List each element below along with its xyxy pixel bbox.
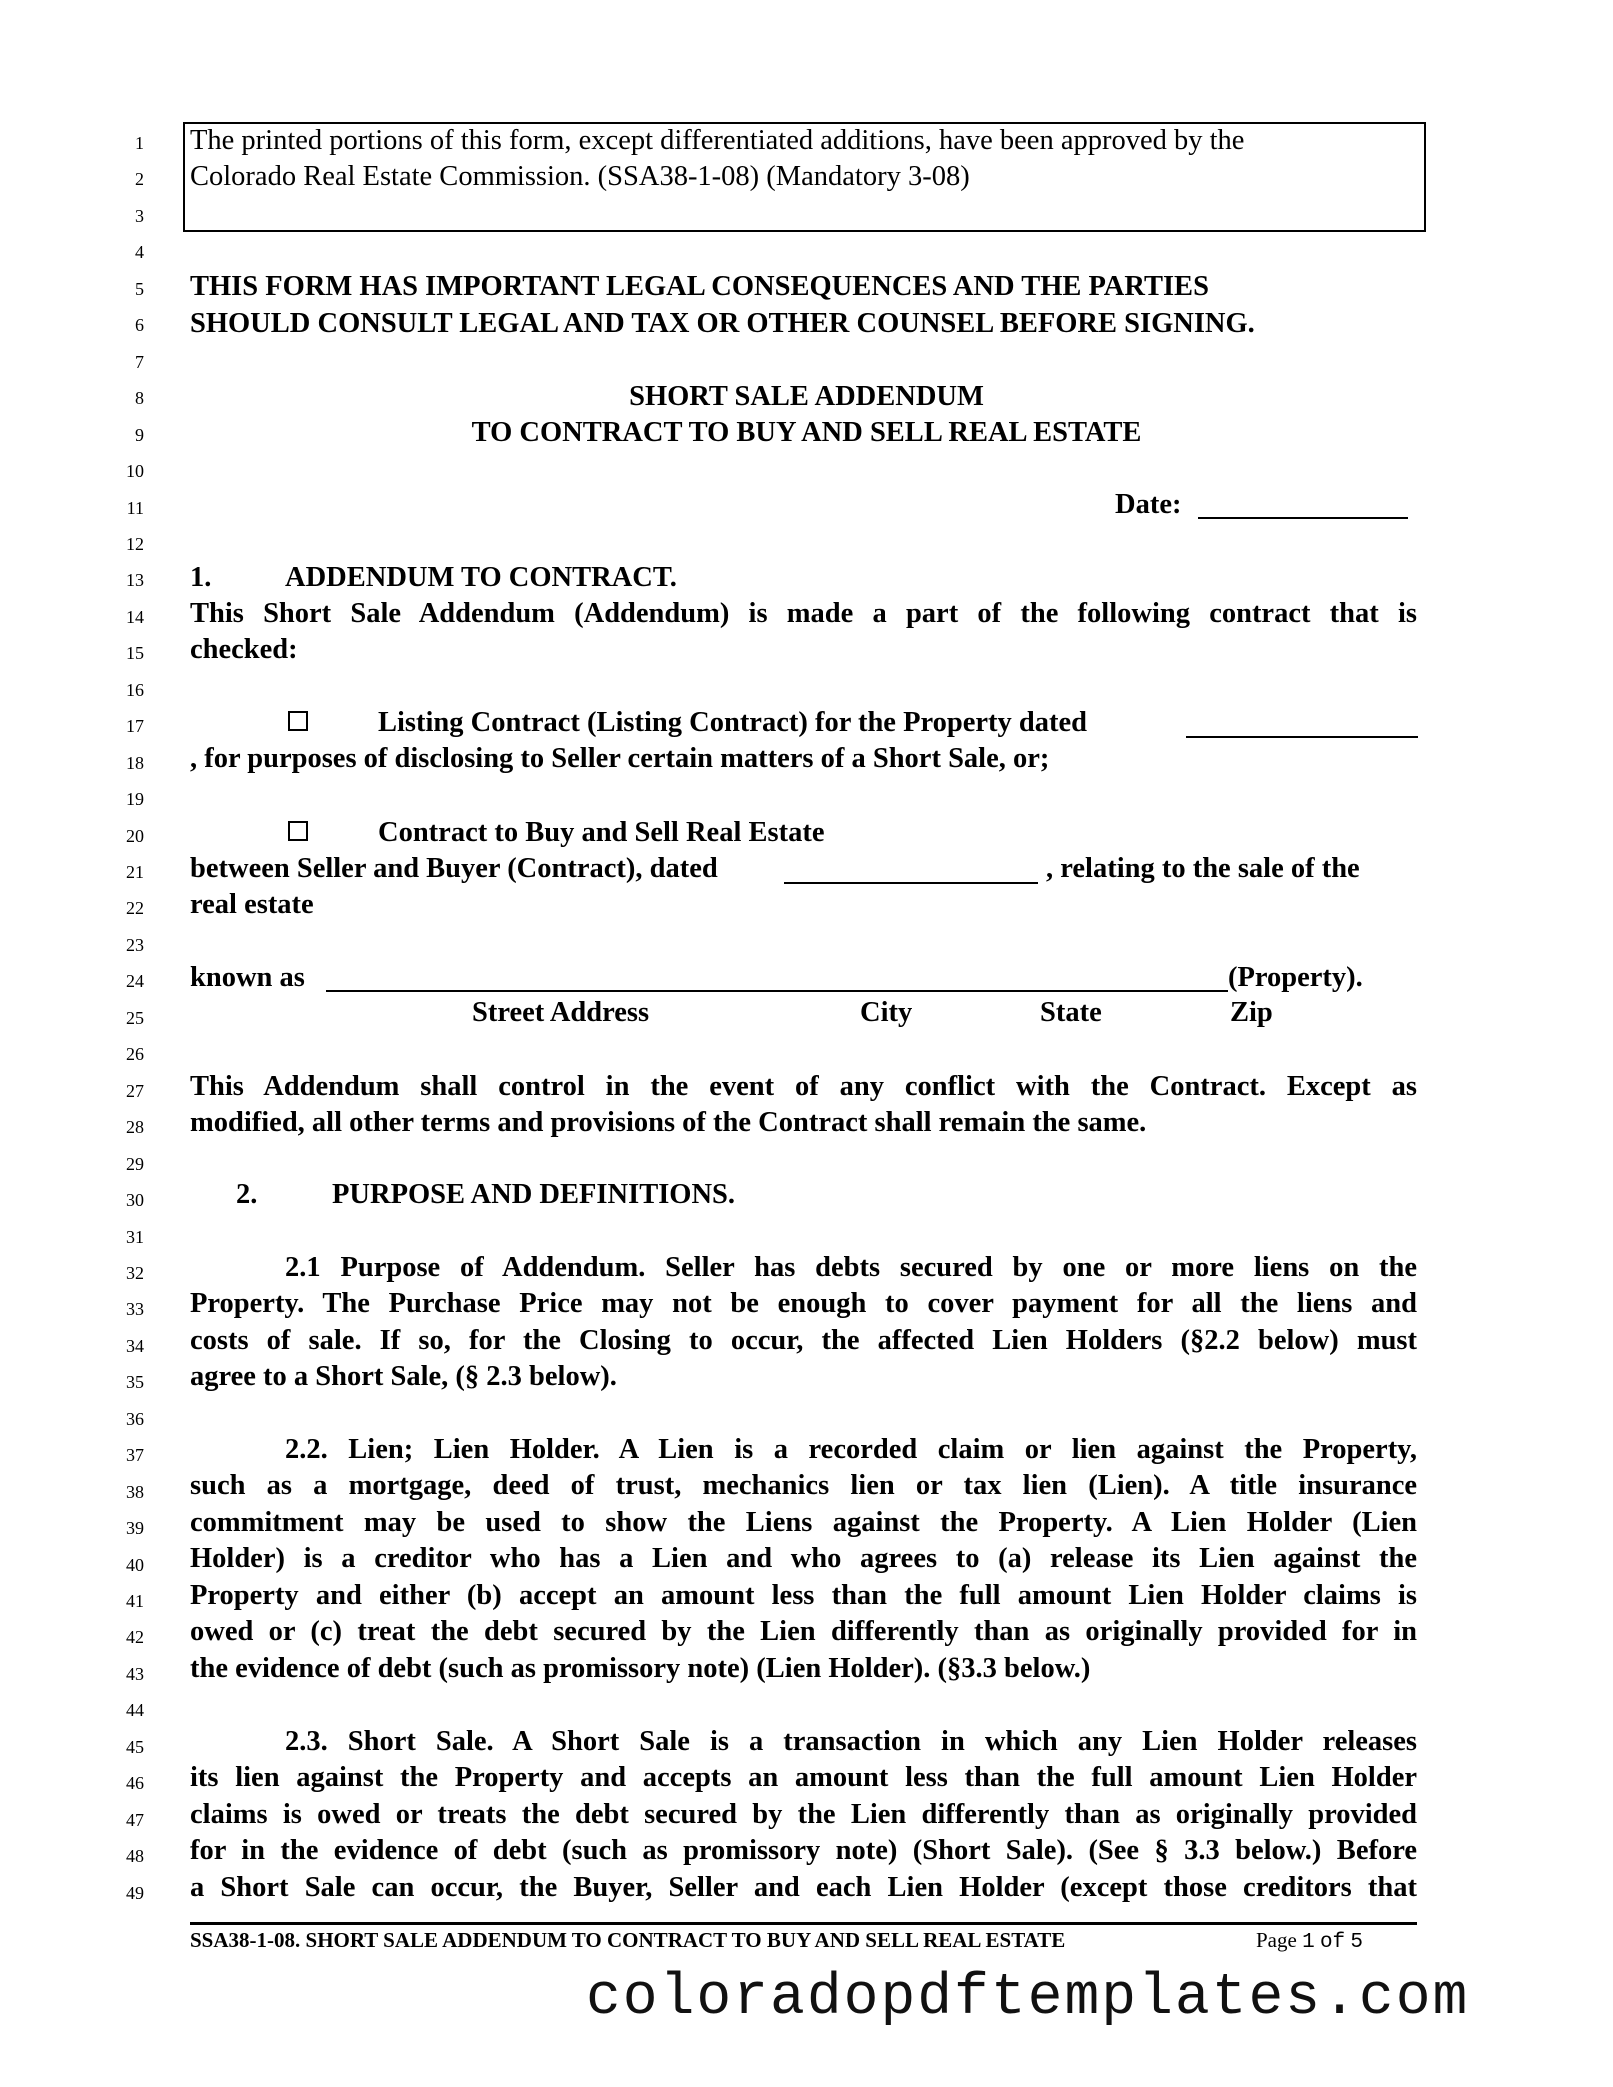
date-label: Date:	[1115, 489, 1182, 520]
contract-real-estate-text: real estate	[190, 889, 314, 920]
listing-contract-continuation: , for purposes of disclosing to Seller certain matters of a Short Sale, or;	[190, 743, 1050, 774]
contract-date-field[interactable]	[784, 882, 1038, 884]
contract-between-text: between Seller and Buyer (Contract), dated	[190, 853, 718, 884]
line-number: 23	[126, 934, 144, 955]
line-number: 40	[126, 1554, 144, 1575]
line-number: 30	[126, 1190, 144, 1211]
line-number: 12	[126, 533, 144, 554]
line-number: 26	[126, 1044, 144, 1065]
line-number: 33	[126, 1299, 144, 1320]
watermark: coloradopdftemplates.com	[586, 1966, 1470, 2031]
title-line-2: TO CONTRACT TO BUY AND SELL REAL ESTATE	[471, 417, 1142, 448]
line-number: 19	[126, 789, 144, 810]
city-caption: City	[860, 997, 913, 1028]
state-caption: State	[1040, 997, 1102, 1028]
paragraph-line: a Short Sale can occur, the Buyer, Seller and each Lien Holder (except those creditors that	[190, 1871, 1417, 1903]
property-label: (Property).	[1228, 962, 1363, 993]
line-number: 3	[135, 205, 144, 226]
line-number: 31	[126, 1226, 144, 1247]
section-1-heading: ADDENDUM TO CONTRACT.	[285, 562, 677, 593]
paragraph-line: Holder) is a creditor who has a Lien and who agrees to (a) release its Lien against the	[190, 1543, 1417, 1575]
paragraph-line: 2.3. Short Sale. A Short Sale is a transaction in which any Lien Holder releases	[285, 1726, 1417, 1757]
warning-line-1: THIS FORM HAS IMPORTANT LEGAL CONSEQUENCES AND THE PARTIES	[190, 271, 1209, 302]
warning-line-2: SHOULD CONSULT LEGAL AND TAX OR OTHER COUNSEL BEFORE SIGNING.	[190, 308, 1255, 339]
line-number: 9	[135, 424, 144, 445]
line-number: 25	[126, 1007, 144, 1028]
footer-page-indicator	[1256, 1928, 1363, 1955]
footer-form-title: SSA38-1-08. SHORT SALE ADDENDUM TO CONTRACT TO BUY AND SELL REAL ESTATE	[190, 1928, 1066, 1952]
line-number: 1	[135, 133, 144, 153]
line-number: 34	[126, 1335, 144, 1356]
line-number: 11	[126, 497, 144, 518]
line-number: 17	[126, 716, 144, 737]
line-number: 32	[126, 1262, 144, 1283]
line-number: 37	[126, 1445, 144, 1466]
line-number: 21	[126, 862, 144, 882]
line-number: 45	[126, 1736, 144, 1757]
line-number: 5	[135, 278, 144, 299]
property-address-field[interactable]	[326, 990, 1228, 992]
section-2-heading: PURPOSE AND DEFINITIONS.	[332, 1179, 736, 1210]
line-number: 39	[126, 1518, 144, 1539]
line-number: 41	[126, 1591, 144, 1611]
date-field[interactable]	[1198, 517, 1408, 519]
line-number: 20	[126, 825, 144, 846]
contract-to-buy-label: Contract to Buy and Sell Real Estate	[378, 817, 825, 848]
page-total: 5	[1350, 1931, 1364, 1954]
paragraph-line: its lien against the Property and accepts an amount less than the full amount Lien Holder	[190, 1762, 1417, 1794]
line-number: 14	[126, 606, 144, 627]
paragraph-line: agree to a Short Sale, (§ 2.3 below).	[190, 1361, 617, 1393]
paragraph-line: 2.1 Purpose of Addendum. Seller has debts secured by one or more liens on the	[285, 1252, 1417, 1283]
page-number: 1	[1302, 1931, 1315, 1954]
paragraph-line: Property. The Purchase Price may not be enough to cover payment for all the liens and	[190, 1288, 1417, 1320]
contract-relating-text: , relating to the sale of the	[1046, 853, 1360, 884]
line-number: 16	[126, 679, 144, 700]
line-number: 7	[135, 351, 144, 372]
control-line-2: modified, all other terms and provisions of the Contract shall remain the same.	[190, 1107, 1147, 1138]
listing-contract-date-field[interactable]	[1186, 736, 1418, 738]
line-number: 18	[126, 752, 144, 773]
page-word: Page	[1256, 1928, 1297, 1952]
known-as-label: known as	[190, 962, 305, 993]
paragraph-line: 2.2. Lien; Lien Holder. A Lien is a recorded claim or lien against the Property,	[285, 1434, 1417, 1465]
of-word: of	[1319, 1931, 1346, 1954]
line-number: 6	[135, 315, 144, 336]
line-number: 48	[126, 1846, 144, 1867]
line-number: 13	[126, 570, 144, 591]
section-1-intro-line-2: checked:	[190, 634, 298, 665]
section-2-number: 2.	[236, 1179, 258, 1210]
notice-line-1: The printed portions of this form, except differentiated additions, have been approved by the	[190, 125, 1245, 156]
line-number: 36	[126, 1408, 144, 1429]
control-line-1: This Addendum shall control in the event of any conflict with the Contract. Except as	[190, 1071, 1417, 1102]
line-number: 42	[126, 1627, 144, 1648]
line-number: 29	[126, 1153, 144, 1174]
line-number: 8	[135, 388, 144, 409]
paragraph-line: for in the evidence of debt (such as promissory note) (Short Sale). (See § 3.3 below.) Before	[190, 1835, 1417, 1867]
line-number: 38	[126, 1481, 144, 1502]
listing-contract-checkbox[interactable]	[288, 711, 308, 731]
line-number: 15	[126, 643, 144, 664]
zip-caption: Zip	[1230, 997, 1273, 1028]
section-1-number: 1.	[190, 562, 212, 593]
contract-to-buy-checkbox[interactable]	[288, 821, 308, 841]
street-address-caption: Street Address	[472, 997, 650, 1028]
paragraph-line: commitment may be used to show the Liens against the Property. A Lien Holder (Lien	[190, 1506, 1417, 1538]
paragraph-line: owed or (c) treat the debt secured by the Lien differently than as originally provided for in	[190, 1616, 1417, 1648]
line-number: 47	[126, 1809, 144, 1830]
line-number: 28	[126, 1117, 144, 1138]
paragraph-line: the evidence of debt (such as promissory note) (Lien Holder). (§3.3 below.)	[190, 1652, 1091, 1684]
paragraph-line: claims is owed or treats the debt secured by the Lien differently than as originally provided	[190, 1798, 1417, 1830]
paragraph-line: costs of sale. If so, for the Closing to occur, the affected Lien Holders (§2.2 below) must	[190, 1324, 1417, 1356]
line-number: 24	[126, 971, 144, 992]
line-number: 49	[126, 1882, 144, 1903]
line-number: 44	[126, 1700, 144, 1721]
line-number: 4	[135, 242, 144, 263]
notice-line-2: Colorado Real Estate Commission. (SSA38-1-08) (Mandatory 3-08)	[190, 161, 970, 192]
line-number: 10	[126, 461, 144, 482]
title-line-1: SHORT SALE ADDENDUM	[629, 381, 984, 412]
section-1-intro-line-1: This Short Sale Addendum (Addendum) is made a part of the following contract that is	[190, 598, 1417, 629]
line-number: 46	[126, 1773, 144, 1794]
paragraph-line: Property and either (b) accept an amount less than the full amount Lien Holder claims is	[190, 1579, 1417, 1611]
line-number: 35	[126, 1372, 144, 1393]
paragraph-line: such as a mortgage, deed of trust, mechanics lien or tax lien (Lien). A title insurance	[190, 1470, 1417, 1502]
line-number: 43	[126, 1663, 144, 1684]
footer-rule	[190, 1922, 1417, 1925]
listing-contract-label: Listing Contract (Listing Contract) for the Property dated	[378, 707, 1087, 738]
line-number: 22	[126, 898, 144, 919]
line-number: 27	[126, 1080, 144, 1101]
line-number: 2	[135, 169, 144, 190]
